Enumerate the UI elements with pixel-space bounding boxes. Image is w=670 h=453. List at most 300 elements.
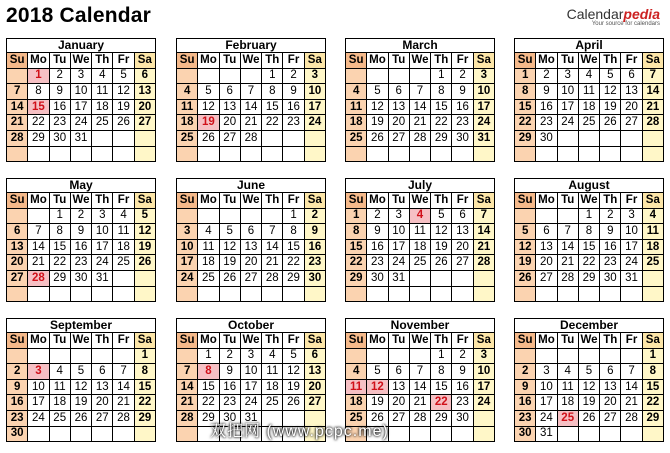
day-cell: 16 <box>70 239 91 255</box>
month-name: July <box>345 178 495 192</box>
day-cell: 1 <box>578 208 599 224</box>
empty-cell <box>515 208 536 224</box>
day-cell: 13 <box>240 239 261 255</box>
empty-cell <box>92 146 113 162</box>
day-cell: 5 <box>198 84 219 100</box>
empty-cell <box>283 286 304 302</box>
day-cell: 10 <box>240 364 261 380</box>
day-cell: 4 <box>177 84 198 100</box>
day-cell: 5 <box>515 224 536 240</box>
weekday-header: Su <box>346 193 367 209</box>
empty-cell <box>367 68 388 84</box>
day-cell: 28 <box>642 115 663 131</box>
day-cell: 2 <box>600 208 621 224</box>
month-table <box>6 332 156 442</box>
day-cell: 3 <box>388 208 409 224</box>
day-cell: 19 <box>198 115 219 131</box>
day-cell: 15 <box>198 379 219 395</box>
day-cell: 6 <box>219 84 240 100</box>
day-cell: 2 <box>536 68 557 84</box>
day-cell: 15 <box>346 239 367 255</box>
day-cell: 23 <box>367 255 388 271</box>
day-cell: 20 <box>600 395 621 411</box>
empty-cell <box>515 146 536 162</box>
weekday-header: Mo <box>28 193 49 209</box>
empty-cell <box>134 286 155 302</box>
day-cell: 22 <box>515 115 536 131</box>
day-cell: 10 <box>536 379 557 395</box>
day-cell: 18 <box>262 379 283 395</box>
day-cell: 11 <box>92 84 113 100</box>
day-cell: 11 <box>198 239 219 255</box>
day-cell: 27 <box>219 130 240 146</box>
day-cell: 4 <box>642 208 663 224</box>
day-cell: 24 <box>473 395 494 411</box>
day-cell: 12 <box>113 84 134 100</box>
day-cell: 6 <box>452 208 473 224</box>
day-cell: 30 <box>536 130 557 146</box>
empty-cell <box>431 286 452 302</box>
day-cell: 17 <box>536 395 557 411</box>
day-cell: 19 <box>515 255 536 271</box>
day-cell: 3 <box>28 364 49 380</box>
empty-cell <box>7 68 28 84</box>
day-cell: 20 <box>621 99 642 115</box>
day-cell: 22 <box>134 395 155 411</box>
day-cell: 28 <box>28 270 49 286</box>
weekday-header: Mo <box>28 333 49 349</box>
month-table <box>514 192 664 302</box>
day-cell: 3 <box>240 348 261 364</box>
month-table <box>6 192 156 302</box>
day-cell: 3 <box>621 208 642 224</box>
day-cell: 4 <box>346 364 367 380</box>
weekday-header: Mo <box>367 193 388 209</box>
empty-cell <box>578 286 599 302</box>
day-cell: 10 <box>621 224 642 240</box>
day-cell: 28 <box>409 410 430 426</box>
day-cell: 10 <box>557 84 578 100</box>
month-name: February <box>176 38 326 52</box>
weekday-header: Th <box>600 193 621 209</box>
day-cell: 28 <box>557 270 578 286</box>
empty-cell <box>409 68 430 84</box>
day-cell: 15 <box>262 99 283 115</box>
day-cell: 15 <box>578 239 599 255</box>
day-cell: 21 <box>621 395 642 411</box>
day-cell: 12 <box>70 379 91 395</box>
day-cell: 2 <box>7 364 28 380</box>
day-cell: 21 <box>409 115 430 131</box>
weekday-header: We <box>578 333 599 349</box>
day-cell: 25 <box>578 115 599 131</box>
day-cell: 9 <box>219 364 240 380</box>
day-cell: 10 <box>473 84 494 100</box>
day-cell: 7 <box>177 364 198 380</box>
day-cell: 23 <box>600 255 621 271</box>
day-cell: 13 <box>388 99 409 115</box>
weekday-header: Su <box>177 333 198 349</box>
month-april <box>514 38 664 162</box>
empty-cell <box>262 286 283 302</box>
month-table <box>176 52 326 162</box>
day-cell: 19 <box>283 379 304 395</box>
empty-cell <box>92 286 113 302</box>
empty-cell <box>621 426 642 442</box>
empty-cell <box>49 348 70 364</box>
empty-cell <box>473 426 494 442</box>
weekday-header: Tu <box>49 193 70 209</box>
weekday-header: Fr <box>452 333 473 349</box>
empty-cell <box>262 146 283 162</box>
day-cell: 6 <box>92 364 113 380</box>
weekday-header: Sa <box>473 53 494 69</box>
day-cell: 1 <box>642 348 663 364</box>
day-cell: 14 <box>240 99 261 115</box>
day-cell: 31 <box>536 426 557 442</box>
weekday-header: We <box>70 333 91 349</box>
day-cell: 11 <box>409 224 430 240</box>
weekday-header: Fr <box>113 193 134 209</box>
day-cell: 22 <box>578 255 599 271</box>
empty-cell <box>28 348 49 364</box>
empty-cell <box>346 146 367 162</box>
day-cell: 19 <box>431 239 452 255</box>
day-cell: 21 <box>7 115 28 131</box>
day-cell: 24 <box>473 115 494 131</box>
day-cell: 26 <box>113 115 134 131</box>
month-table <box>6 52 156 162</box>
day-cell: 30 <box>219 410 240 426</box>
empty-cell <box>113 426 134 442</box>
day-cell: 14 <box>409 379 430 395</box>
day-cell: 26 <box>600 115 621 131</box>
day-cell: 7 <box>28 224 49 240</box>
empty-cell <box>642 146 663 162</box>
day-cell: 11 <box>578 84 599 100</box>
day-cell: 30 <box>515 426 536 442</box>
day-cell: 6 <box>134 68 155 84</box>
weekday-header: We <box>409 193 430 209</box>
day-cell: 7 <box>473 208 494 224</box>
day-cell: 3 <box>304 68 325 84</box>
day-cell: 26 <box>219 270 240 286</box>
weekday-header: Fr <box>283 53 304 69</box>
day-cell: 27 <box>536 270 557 286</box>
empty-cell <box>600 348 621 364</box>
weekday-header: Su <box>346 333 367 349</box>
day-cell: 28 <box>621 410 642 426</box>
day-cell: 28 <box>262 270 283 286</box>
day-cell: 18 <box>198 255 219 271</box>
day-cell: 21 <box>240 115 261 131</box>
weekday-header: We <box>409 333 430 349</box>
month-december <box>514 318 664 442</box>
empty-cell <box>92 130 113 146</box>
empty-cell <box>49 146 70 162</box>
weekday-header: Th <box>92 193 113 209</box>
day-cell: 17 <box>28 395 49 411</box>
day-cell: 9 <box>283 84 304 100</box>
weekday-header: Tu <box>219 193 240 209</box>
day-cell: 26 <box>515 270 536 286</box>
day-cell: 28 <box>240 130 261 146</box>
weekday-header: Fr <box>621 53 642 69</box>
day-cell: 22 <box>28 115 49 131</box>
day-cell: 5 <box>431 208 452 224</box>
day-cell: 4 <box>92 68 113 84</box>
day-cell: 16 <box>452 379 473 395</box>
day-cell: 6 <box>388 84 409 100</box>
weekday-header: We <box>240 193 261 209</box>
weekday-header: We <box>578 53 599 69</box>
weekday-header: Sa <box>642 53 663 69</box>
weekday-header: Th <box>600 53 621 69</box>
day-cell: 8 <box>431 364 452 380</box>
day-cell: 29 <box>134 410 155 426</box>
day-cell: 30 <box>600 270 621 286</box>
day-cell: 24 <box>28 410 49 426</box>
empty-cell <box>7 348 28 364</box>
month-table <box>514 332 664 442</box>
day-cell: 1 <box>431 348 452 364</box>
weekday-header: Sa <box>642 193 663 209</box>
day-cell: 23 <box>283 115 304 131</box>
day-cell: 10 <box>304 84 325 100</box>
day-cell: 12 <box>134 224 155 240</box>
day-cell: 13 <box>92 379 113 395</box>
day-cell: 28 <box>409 130 430 146</box>
empty-cell <box>113 348 134 364</box>
weekday-header: Tu <box>557 333 578 349</box>
empty-cell <box>113 286 134 302</box>
weekday-header: Tu <box>557 53 578 69</box>
day-cell: 29 <box>642 410 663 426</box>
empty-cell <box>240 208 261 224</box>
empty-cell <box>557 130 578 146</box>
empty-cell <box>515 286 536 302</box>
day-cell: 3 <box>70 68 91 84</box>
day-cell: 5 <box>367 84 388 100</box>
day-cell: 8 <box>346 224 367 240</box>
day-cell: 14 <box>28 239 49 255</box>
weekday-header: Th <box>431 193 452 209</box>
empty-cell <box>388 426 409 442</box>
day-cell: 12 <box>367 99 388 115</box>
weekday-header: Su <box>515 333 536 349</box>
weekday-header: Fr <box>283 333 304 349</box>
logo-tagline: Your source for calendars <box>591 21 660 27</box>
day-cell: 22 <box>431 115 452 131</box>
day-cell: 1 <box>134 348 155 364</box>
day-cell: 17 <box>388 239 409 255</box>
day-cell: 19 <box>70 395 91 411</box>
empty-cell <box>431 426 452 442</box>
weekday-header: Sa <box>134 193 155 209</box>
day-cell: 29 <box>431 410 452 426</box>
day-cell: 29 <box>198 410 219 426</box>
day-cell: 13 <box>621 84 642 100</box>
day-cell: 3 <box>473 68 494 84</box>
empty-cell <box>452 270 473 286</box>
day-cell: 4 <box>557 364 578 380</box>
day-cell: 24 <box>388 255 409 271</box>
weekday-header: Sa <box>304 53 325 69</box>
weekday-header: Tu <box>219 53 240 69</box>
empty-cell <box>198 208 219 224</box>
day-cell: 25 <box>557 410 578 426</box>
day-cell: 1 <box>198 348 219 364</box>
month-table <box>345 192 495 302</box>
day-cell: 17 <box>240 379 261 395</box>
weekday-header: Th <box>262 333 283 349</box>
empty-cell <box>642 270 663 286</box>
day-cell: 26 <box>431 255 452 271</box>
day-cell: 13 <box>536 239 557 255</box>
day-cell: 13 <box>388 379 409 395</box>
weekday-header: We <box>240 53 261 69</box>
day-cell: 5 <box>134 208 155 224</box>
day-cell: 20 <box>388 395 409 411</box>
day-cell: 12 <box>600 84 621 100</box>
day-cell: 26 <box>367 130 388 146</box>
day-cell: 6 <box>388 364 409 380</box>
empty-cell <box>621 146 642 162</box>
day-cell: 10 <box>473 364 494 380</box>
day-cell: 5 <box>113 68 134 84</box>
day-cell: 14 <box>177 379 198 395</box>
empty-cell <box>177 426 198 442</box>
day-cell: 16 <box>304 239 325 255</box>
day-cell: 9 <box>304 224 325 240</box>
day-cell: 31 <box>621 270 642 286</box>
day-cell: 13 <box>134 84 155 100</box>
empty-cell <box>134 426 155 442</box>
weekday-header: Su <box>515 193 536 209</box>
day-cell: 18 <box>642 239 663 255</box>
empty-cell <box>388 146 409 162</box>
weekday-header: Th <box>262 193 283 209</box>
day-cell: 18 <box>409 239 430 255</box>
day-cell: 25 <box>346 130 367 146</box>
day-cell: 14 <box>621 379 642 395</box>
day-cell: 14 <box>642 84 663 100</box>
empty-cell <box>113 130 134 146</box>
day-cell: 19 <box>367 115 388 131</box>
day-cell: 3 <box>92 208 113 224</box>
day-cell: 20 <box>304 379 325 395</box>
day-cell: 19 <box>113 99 134 115</box>
weekday-header: Mo <box>198 193 219 209</box>
day-cell: 9 <box>7 379 28 395</box>
day-cell: 10 <box>70 84 91 100</box>
empty-cell <box>262 208 283 224</box>
day-cell: 2 <box>70 208 91 224</box>
empty-cell <box>304 130 325 146</box>
empty-cell <box>7 208 28 224</box>
empty-cell <box>642 426 663 442</box>
day-cell: 12 <box>515 239 536 255</box>
month-name: May <box>6 178 156 192</box>
empty-cell <box>346 68 367 84</box>
day-cell: 25 <box>49 410 70 426</box>
day-cell: 21 <box>177 395 198 411</box>
day-cell: 19 <box>367 395 388 411</box>
day-cell: 14 <box>7 99 28 115</box>
empty-cell <box>7 146 28 162</box>
day-cell: 16 <box>515 395 536 411</box>
day-cell: 31 <box>388 270 409 286</box>
weekday-header: Fr <box>621 333 642 349</box>
empty-cell <box>536 286 557 302</box>
day-cell: 24 <box>92 255 113 271</box>
day-cell: 18 <box>177 115 198 131</box>
day-cell: 24 <box>557 115 578 131</box>
day-cell: 15 <box>28 99 49 115</box>
month-january <box>6 38 156 162</box>
day-cell: 1 <box>283 208 304 224</box>
empty-cell <box>536 146 557 162</box>
day-cell: 16 <box>7 395 28 411</box>
weekday-header: Su <box>515 53 536 69</box>
day-cell: 28 <box>113 410 134 426</box>
day-cell: 10 <box>92 224 113 240</box>
empty-cell <box>177 348 198 364</box>
day-cell: 27 <box>240 270 261 286</box>
page-title: 2018 Calendar <box>6 4 152 27</box>
day-cell: 17 <box>473 379 494 395</box>
weekday-header: Sa <box>642 333 663 349</box>
day-cell: 31 <box>92 270 113 286</box>
empty-cell <box>536 208 557 224</box>
day-cell: 23 <box>452 115 473 131</box>
day-cell: 6 <box>600 364 621 380</box>
day-cell: 21 <box>557 255 578 271</box>
day-cell: 9 <box>515 379 536 395</box>
empty-cell <box>409 270 430 286</box>
day-cell: 9 <box>70 224 91 240</box>
day-cell: 16 <box>452 99 473 115</box>
day-cell: 26 <box>367 410 388 426</box>
day-cell: 18 <box>92 99 113 115</box>
day-cell: 16 <box>536 99 557 115</box>
day-cell: 1 <box>431 68 452 84</box>
day-cell: 18 <box>557 395 578 411</box>
weekday-header: Sa <box>304 333 325 349</box>
day-cell: 2 <box>219 348 240 364</box>
day-cell: 27 <box>92 410 113 426</box>
empty-cell <box>409 146 430 162</box>
day-cell: 5 <box>578 364 599 380</box>
day-cell: 3 <box>177 224 198 240</box>
day-cell: 18 <box>346 395 367 411</box>
day-cell: 25 <box>113 255 134 271</box>
empty-cell <box>70 146 91 162</box>
empty-cell <box>198 68 219 84</box>
day-cell: 25 <box>92 115 113 131</box>
day-cell: 12 <box>431 224 452 240</box>
day-cell: 2 <box>367 208 388 224</box>
day-cell: 11 <box>642 224 663 240</box>
day-cell: 21 <box>409 395 430 411</box>
empty-cell <box>304 286 325 302</box>
day-cell: 17 <box>621 239 642 255</box>
day-cell: 20 <box>388 115 409 131</box>
day-cell: 1 <box>515 68 536 84</box>
month-september <box>6 318 156 442</box>
day-cell: 6 <box>7 224 28 240</box>
day-cell: 9 <box>536 84 557 100</box>
